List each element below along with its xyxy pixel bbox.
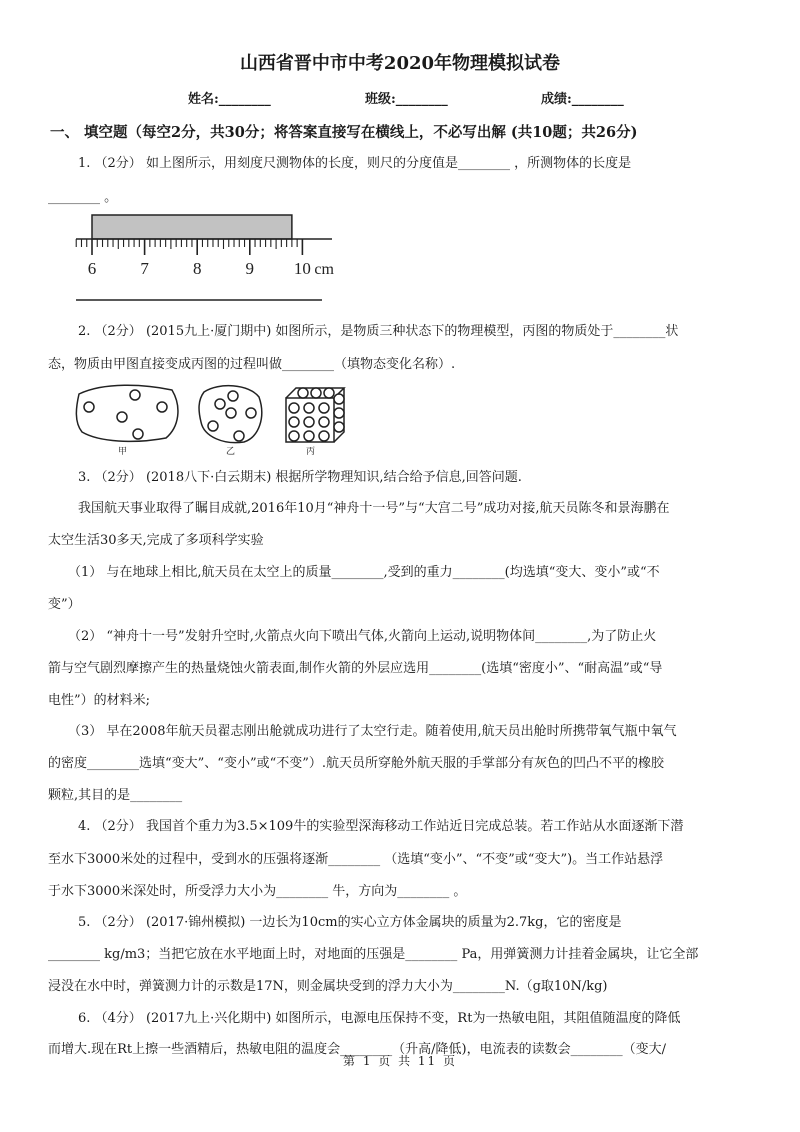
particle: [319, 403, 329, 413]
question-text: 变”）: [48, 597, 81, 612]
question-text: 电性”）的材料米;: [48, 693, 151, 708]
label-yi: 乙: [226, 447, 236, 457]
liquid-model: [199, 386, 262, 457]
states-of-matter-figure: [74, 382, 359, 457]
question-text: 6. （4分） (2017九上·兴化期中) 如图所示，电源电压保持不变，Rt为一热敏电阻，其阻值随温度的降低: [78, 1011, 681, 1026]
question-text: 3. （2分） (2018八下·白云期末) 根据所学物理知识,结合给予信息,回答问题.: [78, 470, 522, 485]
particle: [304, 431, 314, 441]
solid-model: [286, 388, 344, 457]
label-jia: 甲: [118, 447, 128, 457]
ruler-figure: [70, 210, 360, 310]
ruler-unit: cm: [314, 261, 334, 278]
question-text: （3） 早在2008年航天员翟志刚出舱就成功进行了太空行走。随着使用,航天员出舱时所携带氧气瓶中氧气: [68, 724, 677, 739]
particle: [334, 408, 344, 418]
question-text: 我国航天事业取得了瞩目成就,2016年10月“神舟十一号”与“大宫二号”成功对接,航天员陈冬和景海鹏在: [78, 501, 670, 516]
score-field: 成绩:________: [541, 92, 624, 107]
particle: [289, 403, 299, 413]
particle: [304, 403, 314, 413]
question-text: （1） 与在地球上相比,航天员在太空上的质量________,受到的重力________(均选填“变大、变小”或“不: [68, 565, 660, 580]
question-text: 浸没在水中时，弹簧测力计的示数是17N，则金属块受到的浮力大小为________N.（g取10N/kg): [48, 979, 608, 994]
particle: [324, 388, 334, 398]
tick-label: 6: [87, 259, 97, 278]
question-text: （2） “神舟十一号”发射升空时,火箭点火向下喷出气体,火箭向上运动,说明物体间________,为了防止火: [68, 629, 657, 644]
class-field: 班级:________: [365, 92, 448, 107]
question-text: 5. （2分） (2017·锦州模拟) 一边长为10cm的实心立方体金属块的质量为2.7kg，它的密度是: [78, 915, 622, 930]
question-text: 颗粒,其目的是________: [48, 788, 183, 803]
tick-label: 9: [245, 259, 255, 278]
page-title: 山西省晋中市中考2020年物理模拟试卷: [239, 53, 561, 74]
particle: [334, 394, 344, 404]
question-text: 态，物质由甲图直接变成丙图的过程叫做________（填物态变化名称）.: [48, 357, 456, 372]
particle: [319, 431, 329, 441]
particle: [289, 417, 299, 427]
question-text: ________ kg/m3；当把它放在水平地面上时，对地面的压强是________ Pa，用弹簧测力计挂着金属块，让它全部: [48, 947, 699, 962]
particle: [319, 417, 329, 427]
question-text: 2. （2分） (2015九上·厦门期中) 如图所示，是物质三种状态下的物理模型，丙图的物质处于________状: [78, 324, 679, 339]
gas-model: [76, 385, 178, 457]
section-title: 一、 填空题（每空2分，共30分；将答案直接写在横线上，不必写出解 (共10题；共26分): [50, 124, 638, 141]
measured-object: [92, 215, 292, 239]
label-bing: 丙: [306, 447, 316, 457]
question-text: 至水下3000米处的过程中，受到水的压强将逐渐________ （选填“变小”、“不变”或“变大”)。当工作站悬浮: [48, 852, 664, 867]
particle: [289, 431, 299, 441]
tick-label: 8: [192, 259, 202, 278]
question-text: 箭与空气剧烈摩擦产生的热量烧蚀火箭表面,制作火箭的外层应选用________(选填“密度小”、“耐高温”或“导: [48, 661, 663, 676]
name-field: 姓名:________: [188, 92, 271, 107]
tick-label: 10: [293, 259, 311, 278]
particle: [298, 388, 308, 398]
particle: [311, 388, 321, 398]
question-text: 1. （2分） 如上图所示，用刻度尺测物体的长度，则尺的分度值是________ ，所测物体的长度是: [78, 156, 632, 171]
tick-label: 7: [140, 259, 149, 278]
question-text: 太空生活30多天,完成了多项科学实验: [48, 533, 264, 548]
question-text: 4. （2分） 我国首个重力为3.5×109牛的实验型深海移动工作站近日完成总装。若工作站从水面逐渐下潜: [78, 819, 684, 834]
page-footer: 第 1 页 共 11 页: [343, 1054, 457, 1068]
particle: [334, 422, 344, 432]
particle: [304, 417, 314, 427]
question-text: 于水下3000米深处时，所受浮力大小为________ 牛，方向为________ 。: [48, 884, 467, 899]
question-text: 的密度________选填“变大”、“变小”或“不变”）.航天员所穿舱外航天服的手掌部分有灰色的凹凸不平的橡胶: [48, 756, 665, 771]
question-text: ________ 。: [48, 190, 118, 205]
question-text: 而增大.现在Rt上擦一些酒精后，热敏电阻的温度会________（升高/降低)，电流表的读数会________（变大/: [48, 1042, 666, 1057]
